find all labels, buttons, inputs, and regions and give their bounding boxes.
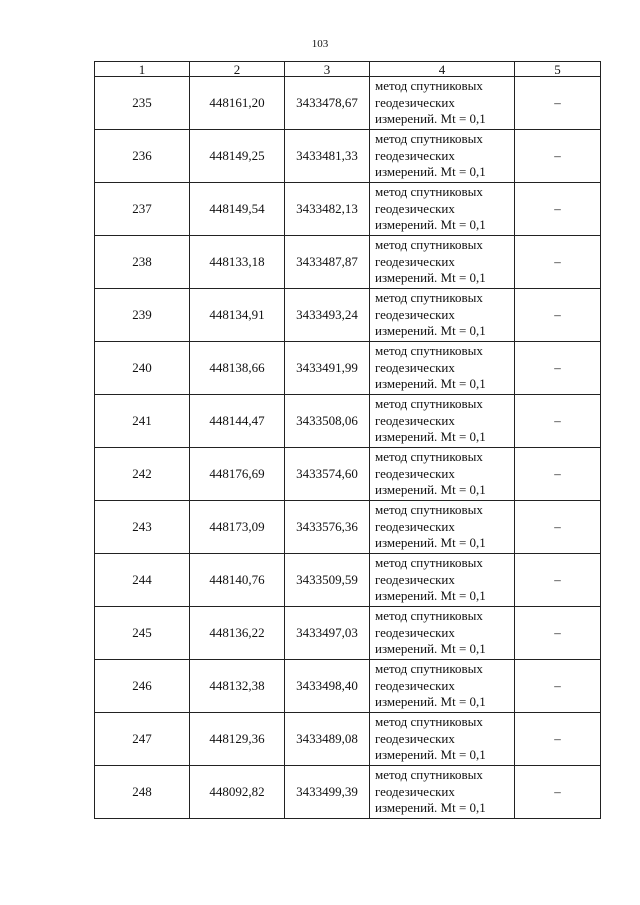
coordinate-x: 448129,36: [190, 713, 285, 766]
point-number: 241: [95, 395, 190, 448]
coordinate-x: 448140,76: [190, 554, 285, 607]
determination-method: [370, 395, 515, 448]
determination-method: [370, 554, 515, 607]
coordinate-y: 3433489,08: [285, 713, 370, 766]
determination-method: [370, 342, 515, 395]
point-number: 239: [95, 289, 190, 342]
description-dash: –: [515, 713, 601, 766]
method-line-1: метод спутниковых: [375, 502, 483, 518]
column-header-5: 5: [515, 62, 601, 77]
method-line-2: геодезических: [375, 359, 455, 375]
method-line-2: геодезических: [375, 147, 455, 163]
determination-method: [370, 713, 515, 766]
method-line-2: геодезических: [375, 94, 455, 110]
coordinate-y: 3433491,99: [285, 342, 370, 395]
table-row: [95, 236, 601, 289]
coordinate-y: 3433493,24: [285, 289, 370, 342]
point-number: 244: [95, 554, 190, 607]
point-number: 248: [95, 766, 190, 819]
method-line-2: геодезических: [375, 783, 455, 799]
coordinate-x: 448161,20: [190, 77, 285, 130]
method-line-1: метод спутниковых: [375, 767, 483, 783]
method-line-1: метод спутниковых: [375, 449, 483, 465]
point-number: 242: [95, 448, 190, 501]
column-header-3: 3: [285, 62, 370, 77]
determination-method: [370, 289, 515, 342]
method-line-3: измерений. Mt = 0,1: [375, 535, 486, 551]
coordinate-y: 3433481,33: [285, 130, 370, 183]
determination-method: [370, 77, 515, 130]
determination-method: [370, 448, 515, 501]
coordinate-x: 448136,22: [190, 607, 285, 660]
coordinate-x: 448133,18: [190, 236, 285, 289]
method-line-3: измерений. Mt = 0,1: [375, 429, 486, 445]
method-line-2: геодезических: [375, 200, 455, 216]
determination-method: [370, 236, 515, 289]
method-line-3: измерений. Mt = 0,1: [375, 747, 486, 763]
description-dash: –: [515, 766, 601, 819]
method-line-3: измерений. Mt = 0,1: [375, 482, 486, 498]
method-line-2: геодезических: [375, 465, 455, 481]
table-row: [95, 183, 601, 236]
description-dash: –: [515, 660, 601, 713]
table-row: [95, 501, 601, 554]
table-row: [95, 342, 601, 395]
determination-method: [370, 501, 515, 554]
method-line-2: геодезических: [375, 412, 455, 428]
method-line-1: метод спутниковых: [375, 608, 483, 624]
table-row: [95, 713, 601, 766]
determination-method: [370, 766, 515, 819]
method-line-1: метод спутниковых: [375, 290, 483, 306]
coordinate-x: 448144,47: [190, 395, 285, 448]
point-number: 245: [95, 607, 190, 660]
table-row: [95, 130, 601, 183]
column-header-2: 2: [190, 62, 285, 77]
table-row: [95, 660, 601, 713]
page-number: 103: [311, 38, 329, 50]
table-row: [95, 766, 601, 819]
coordinate-y: 3433508,06: [285, 395, 370, 448]
method-line-1: метод спутниковых: [375, 555, 483, 571]
coordinate-x: 448132,38: [190, 660, 285, 713]
point-number: 243: [95, 501, 190, 554]
coordinate-y: 3433576,36: [285, 501, 370, 554]
description-dash: –: [515, 236, 601, 289]
method-line-2: геодезических: [375, 306, 455, 322]
coordinate-y: 3433499,39: [285, 766, 370, 819]
method-line-1: метод спутниковых: [375, 184, 483, 200]
description-dash: –: [515, 342, 601, 395]
method-line-2: геодезических: [375, 518, 455, 534]
method-line-2: геодезических: [375, 253, 455, 269]
coordinates-table: [94, 61, 601, 819]
table-row: [95, 448, 601, 501]
method-line-3: измерений. Mt = 0,1: [375, 800, 486, 816]
description-dash: –: [515, 395, 601, 448]
method-line-1: метод спутниковых: [375, 396, 483, 412]
table-row: [95, 289, 601, 342]
method-line-1: метод спутниковых: [375, 78, 483, 94]
point-number: 238: [95, 236, 190, 289]
method-line-2: геодезических: [375, 571, 455, 587]
table-body: [95, 77, 601, 819]
coordinate-x: 448138,66: [190, 342, 285, 395]
method-line-1: метод спутниковых: [375, 131, 483, 147]
method-line-3: измерений. Mt = 0,1: [375, 270, 486, 286]
method-line-3: измерений. Mt = 0,1: [375, 164, 486, 180]
determination-method: [370, 660, 515, 713]
coordinate-x: 448092,82: [190, 766, 285, 819]
point-number: 246: [95, 660, 190, 713]
coordinate-y: 3433482,13: [285, 183, 370, 236]
point-number: 235: [95, 77, 190, 130]
description-dash: –: [515, 77, 601, 130]
coordinate-y: 3433498,40: [285, 660, 370, 713]
method-line-3: измерений. Mt = 0,1: [375, 217, 486, 233]
coordinate-x: 448173,09: [190, 501, 285, 554]
method-line-3: измерений. Mt = 0,1: [375, 694, 486, 710]
table-row: [95, 554, 601, 607]
point-number: 236: [95, 130, 190, 183]
method-line-1: метод спутниковых: [375, 237, 483, 253]
determination-method: [370, 183, 515, 236]
coordinate-y: 3433509,59: [285, 554, 370, 607]
method-line-3: измерений. Mt = 0,1: [375, 588, 486, 604]
coordinate-x: 448149,54: [190, 183, 285, 236]
point-number: 237: [95, 183, 190, 236]
determination-method: [370, 607, 515, 660]
method-line-2: геодезических: [375, 624, 455, 640]
description-dash: –: [515, 448, 601, 501]
column-header-4: 4: [370, 62, 515, 77]
table-row: [95, 77, 601, 130]
coordinate-x: 448176,69: [190, 448, 285, 501]
method-line-3: измерений. Mt = 0,1: [375, 323, 486, 339]
point-number: 247: [95, 713, 190, 766]
description-dash: –: [515, 289, 601, 342]
coordinate-y: 3433478,67: [285, 77, 370, 130]
method-line-3: измерений. Mt = 0,1: [375, 641, 486, 657]
table-row: [95, 395, 601, 448]
description-dash: –: [515, 130, 601, 183]
column-header-1: 1: [95, 62, 190, 77]
description-dash: –: [515, 607, 601, 660]
method-line-1: метод спутниковых: [375, 714, 483, 730]
description-dash: –: [515, 501, 601, 554]
coordinate-x: 448149,25: [190, 130, 285, 183]
header-row: [95, 62, 601, 77]
method-line-2: геодезических: [375, 677, 455, 693]
method-line-2: геодезических: [375, 730, 455, 746]
method-line-3: измерений. Mt = 0,1: [375, 376, 486, 392]
coordinate-y: 3433574,60: [285, 448, 370, 501]
method-line-1: метод спутниковых: [375, 343, 483, 359]
coordinate-x: 448134,91: [190, 289, 285, 342]
method-line-1: метод спутниковых: [375, 661, 483, 677]
table-row: [95, 607, 601, 660]
point-number: 240: [95, 342, 190, 395]
method-line-3: измерений. Mt = 0,1: [375, 111, 486, 127]
description-dash: –: [515, 554, 601, 607]
description-dash: –: [515, 183, 601, 236]
determination-method: [370, 130, 515, 183]
coordinate-y: 3433487,87: [285, 236, 370, 289]
coordinate-y: 3433497,03: [285, 607, 370, 660]
